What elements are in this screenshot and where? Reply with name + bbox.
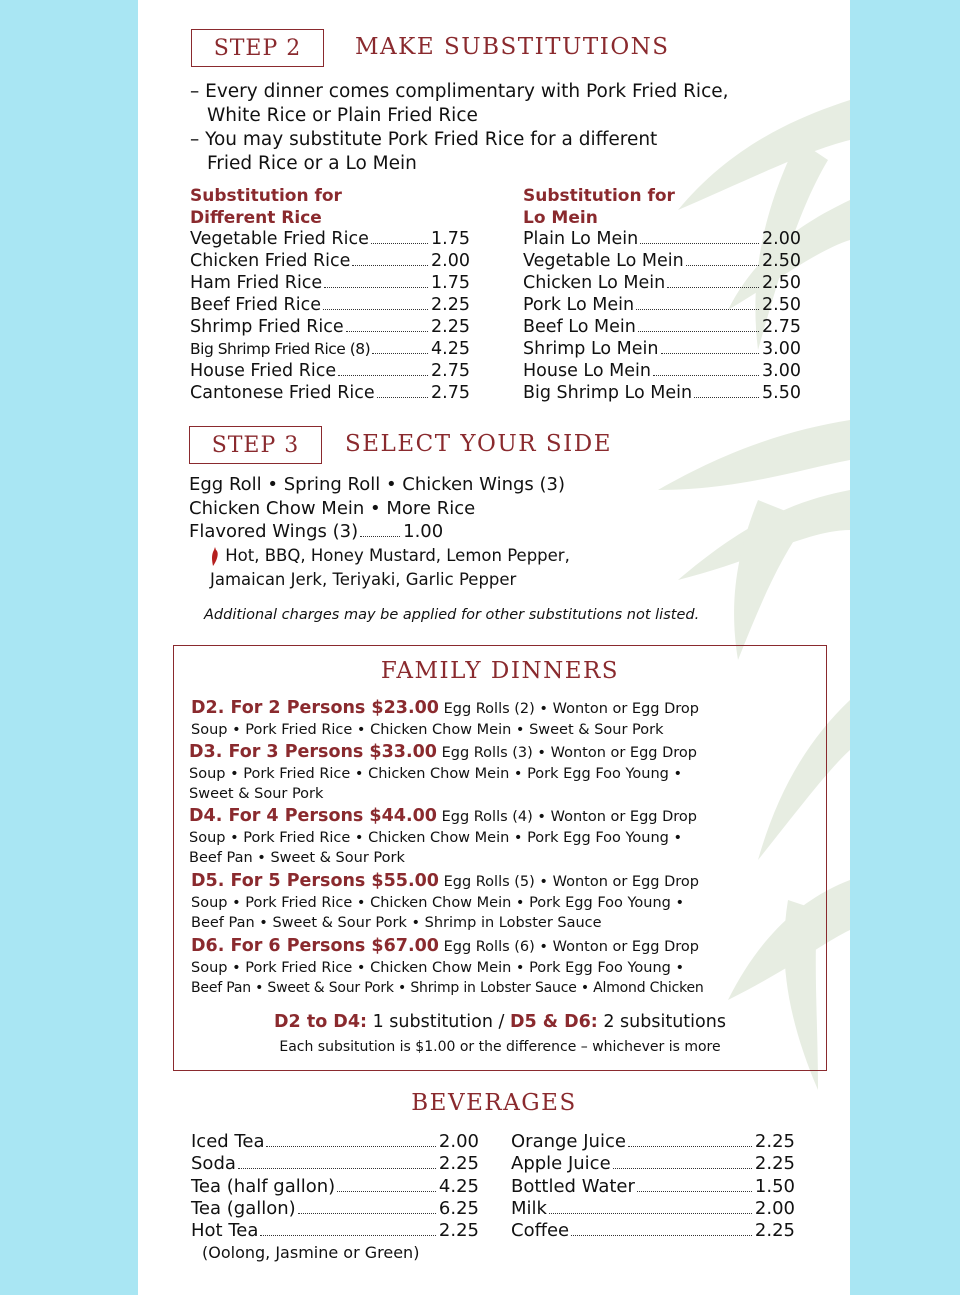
dinner-line: Soup • Pork Fried Rice • Chicken Chow Mein • Pork Egg Foo Young • — [189, 765, 683, 782]
item-price: 3.00 — [762, 361, 801, 381]
item-price: 2.25 — [754, 1220, 795, 1242]
beverages-right-list — [511, 1131, 795, 1242]
dinner-line: Egg Rolls (5) • Wonton or Egg Drop — [443, 874, 699, 890]
substitution-summary — [174, 1012, 826, 1032]
price-row — [523, 383, 801, 405]
dinner-d4 — [189, 806, 697, 869]
item-price: 1.75 — [431, 229, 470, 249]
dinner-line: Sweet & Sour Pork — [189, 786, 324, 802]
item-price: 2.00 — [762, 229, 801, 249]
bamboo-leaf-decoration-middle — [618, 410, 850, 670]
dinner-heading: D5. For 5 Persons $55.00 — [191, 871, 439, 891]
dinner-heading: D2. For 2 Persons $23.00 — [191, 698, 439, 718]
item-name: Vegetable Fried Rice — [190, 229, 369, 249]
price-row — [190, 383, 470, 405]
item-price: 2.75 — [431, 361, 470, 381]
item-price: 2.50 — [762, 251, 801, 271]
bullet-line: – Every dinner comes complimentary with Pork Fried Rice, — [190, 81, 729, 102]
price-row — [523, 317, 801, 339]
item-price: 1.50 — [754, 1175, 795, 1197]
lomein-price-list — [523, 229, 801, 405]
sub-range-a: D2 to D4: — [274, 1012, 368, 1032]
price-row — [190, 251, 470, 273]
dinner-line: Soup • Pork Fried Rice • Chicken Chow Mein • Pork Egg Foo Young • — [191, 894, 685, 911]
dinner-d6 — [191, 936, 704, 999]
lomein-heading-line1: Substitution for — [523, 186, 675, 206]
dinner-line: Egg Rolls (2) • Wonton or Egg Drop — [443, 701, 699, 717]
sides-line-1: Egg Roll • Spring Roll • Chicken Wings (3) — [189, 474, 565, 495]
step-2-title: MAKE SUBSTITUTIONS — [355, 34, 670, 60]
dinner-line: Egg Rolls (6) • Wonton or Egg Drop — [443, 939, 699, 955]
wing-flavors — [210, 544, 570, 592]
lomein-heading-line2: Lo Mein — [523, 208, 598, 228]
item-price: 2.00 — [754, 1197, 795, 1219]
family-dinners-title: FAMILY DINNERS — [380, 658, 620, 684]
price-row — [523, 295, 801, 317]
sub-range-b: D5 & D6: — [509, 1012, 598, 1032]
lomein-heading — [523, 185, 675, 229]
price-row — [191, 1198, 479, 1220]
price-row — [189, 521, 489, 545]
item-name: Bottled Water — [511, 1175, 635, 1197]
item-name: Shrimp Lo Mein — [523, 339, 659, 359]
price-row — [191, 1176, 479, 1198]
step-3-label: STEP 3 — [189, 426, 322, 464]
price-row — [190, 273, 470, 295]
substitution-note: Additional charges may be applied for other substitutions not listed. — [204, 607, 700, 623]
item-price: 2.25 — [754, 1153, 795, 1175]
price-row — [523, 251, 801, 273]
item-price: 2.75 — [431, 383, 470, 403]
item-name: Vegetable Lo Mein — [523, 251, 684, 271]
price-row — [191, 1220, 479, 1242]
item-price: 2.50 — [762, 273, 801, 293]
item-price: 2.00 — [431, 251, 470, 271]
item-name: Plain Lo Mein — [523, 229, 639, 249]
dinner-heading: D6. For 6 Persons $67.00 — [191, 936, 439, 956]
item-name: Tea (half gallon) — [191, 1175, 336, 1197]
bullet-line: Fried Rice or a Lo Mein — [207, 153, 417, 174]
item-name: Big Shrimp Lo Mein — [523, 383, 693, 403]
item-name: Cantonese Fried Rice — [190, 383, 375, 403]
substitution-cost-note: Each subsitution is $1.00 or the difference – whichever is more — [279, 1039, 721, 1055]
dinner-line: Soup • Pork Fried Rice • Chicken Chow Mein • Pork Egg Foo Young • — [189, 829, 683, 846]
bullet-line: – You may substitute Pork Fried Rice for a different — [190, 129, 658, 150]
item-name: Hot Tea — [191, 1220, 259, 1242]
item-name: Tea (gallon) — [191, 1197, 296, 1219]
price-row — [190, 295, 470, 317]
rice-heading — [190, 185, 342, 229]
price-row — [190, 229, 470, 251]
price-row — [523, 229, 801, 251]
item-name: House Fried Rice — [190, 361, 337, 381]
price-row — [190, 361, 470, 383]
item-price: 2.75 — [762, 317, 801, 337]
family-dinners-box — [173, 645, 827, 1071]
item-price: 2.25 — [431, 317, 470, 337]
step-3-title: SELECT YOUR SIDE — [345, 431, 612, 457]
item-price: 2.25 — [438, 1153, 479, 1175]
dinner-line: Egg Rolls (3) • Wonton or Egg Drop — [441, 745, 697, 761]
item-name: Flavored Wings (3) — [189, 521, 359, 542]
item-name: Apple Juice — [511, 1153, 611, 1175]
item-name: Ham Fried Rice — [190, 273, 323, 293]
rice-price-list — [190, 229, 470, 405]
item-price: 4.25 — [438, 1175, 479, 1197]
chili-pepper-icon — [210, 547, 220, 567]
hot-tea-note: (Oolong, Jasmine or Green) — [202, 1243, 420, 1262]
item-name: Orange Juice — [511, 1131, 626, 1152]
price-row — [511, 1220, 795, 1242]
item-name: Beef Fried Rice — [190, 295, 321, 315]
item-price: 4.25 — [431, 339, 470, 359]
dinner-line: Beef Pan • Sweet & Sour Pork • Shrimp in Lobster Sauce • Almond Chicken — [191, 980, 704, 996]
price-row — [511, 1176, 795, 1198]
step-2-label: STEP 2 — [191, 29, 324, 67]
item-name: Iced Tea — [191, 1131, 265, 1152]
item-price: 2.50 — [762, 295, 801, 315]
price-row — [523, 339, 801, 361]
price-row — [191, 1153, 479, 1175]
price-row — [190, 317, 470, 339]
dinner-line: Beef Pan • Sweet & Sour Pork — [189, 850, 405, 866]
dinner-d5 — [191, 871, 699, 934]
sub-text-b: 2 subsitutions — [597, 1012, 726, 1032]
price-row — [523, 361, 801, 383]
item-name: Milk — [511, 1197, 547, 1219]
dinner-d2 — [191, 698, 699, 740]
price-row — [191, 1131, 479, 1153]
rice-heading-line1: Substitution for — [190, 186, 342, 206]
item-name: Chicken Lo Mein — [523, 273, 666, 293]
dinner-heading: D4. For 4 Persons $44.00 — [189, 806, 437, 826]
item-name: Beef Lo Mein — [523, 317, 636, 337]
wings-row — [189, 521, 489, 545]
price-row — [511, 1198, 795, 1220]
item-price: 3.00 — [762, 339, 801, 359]
item-price: 6.25 — [438, 1197, 479, 1219]
item-price: 2.25 — [438, 1220, 479, 1242]
bullet-line: White Rice or Plain Fried Rice — [207, 105, 478, 126]
price-row — [511, 1131, 795, 1153]
sub-text-a: 1 substitution / — [367, 1012, 510, 1032]
dinner-line: Egg Rolls (4) • Wonton or Egg Drop — [441, 809, 697, 825]
item-name: Big Shrimp Fried Rice (8) — [190, 340, 371, 358]
item-price: 5.50 — [762, 383, 801, 403]
item-price: 1.00 — [403, 521, 444, 542]
item-name: Soda — [191, 1153, 236, 1175]
item-price: 2.25 — [431, 295, 470, 315]
item-price: 1.75 — [431, 273, 470, 293]
dinner-line: Beef Pan • Sweet & Sour Pork • Shrimp in Lobster Sauce — [191, 915, 602, 931]
price-row — [511, 1153, 795, 1175]
item-name: Shrimp Fried Rice — [190, 317, 344, 337]
menu-page — [138, 0, 850, 1295]
beverages-title: BEVERAGES — [411, 1090, 577, 1116]
flavors-line-1: Hot, BBQ, Honey Mustard, Lemon Pepper, — [225, 546, 570, 565]
sides-line-2: Chicken Chow Mein • More Rice — [189, 498, 476, 519]
item-name: Chicken Fried Rice — [190, 251, 351, 271]
dinner-heading: D3. For 3 Persons $33.00 — [189, 742, 437, 762]
item-name: Pork Lo Mein — [523, 295, 635, 315]
dinner-line: Soup • Pork Fried Rice • Chicken Chow Mein • Pork Egg Foo Young • — [191, 959, 685, 976]
dinner-line: Soup • Pork Fried Rice • Chicken Chow Mein • Sweet & Sour Pork — [191, 721, 664, 738]
item-name: Coffee — [511, 1220, 570, 1242]
flavors-line-2: Jamaican Jerk, Teriyaki, Garlic Pepper — [210, 570, 517, 589]
price-row — [523, 273, 801, 295]
item-price: 2.00 — [438, 1131, 479, 1152]
dinner-d3 — [189, 742, 697, 805]
beverages-left-list — [191, 1131, 479, 1242]
item-name: House Lo Mein — [523, 361, 651, 381]
rice-heading-line2: Different Rice — [190, 208, 322, 228]
item-price: 2.25 — [754, 1131, 795, 1152]
price-row — [190, 339, 470, 361]
